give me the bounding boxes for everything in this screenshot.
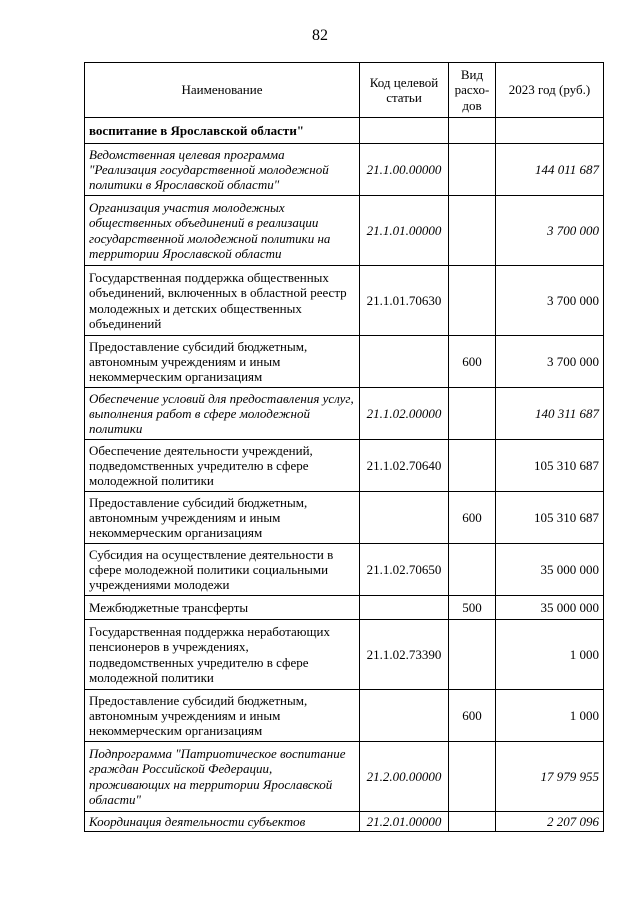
table-row xyxy=(85,388,604,440)
table-row xyxy=(85,196,604,266)
cell-kind: 600 xyxy=(449,492,496,544)
cell-code xyxy=(360,596,449,620)
cell-sum: 17 979 955 xyxy=(496,742,604,812)
cell-kind xyxy=(449,388,496,440)
cell-kind xyxy=(449,266,496,336)
budget-table xyxy=(84,62,604,832)
cell-code: 21.1.01.00000 xyxy=(360,196,449,266)
cell-name: Подпрограмма "Патриотическое воспитание граждан Российской Федерации, проживающих на территории Ярославской области" xyxy=(85,742,360,812)
cell-sum xyxy=(496,118,604,144)
cell-kind xyxy=(449,144,496,196)
table-row xyxy=(85,544,604,596)
header-code: Код целевой статьи xyxy=(360,63,449,118)
cell-sum: 35 000 000 xyxy=(496,596,604,620)
cell-name: Межбюджетные трансферты xyxy=(85,596,360,620)
cell-name: Организация участия молодежных общественных объединений в реализации государственной молодежной политики на территории Ярославской области xyxy=(85,196,360,266)
cell-kind xyxy=(449,620,496,690)
cell-code: 21.1.02.70650 xyxy=(360,544,449,596)
table-row xyxy=(85,144,604,196)
cell-sum: 1 000 xyxy=(496,620,604,690)
cell-code: 21.2.00.00000 xyxy=(360,742,449,812)
cell-sum: 105 310 687 xyxy=(496,440,604,492)
cell-code: 21.2.01.00000 xyxy=(360,812,449,832)
table-row xyxy=(85,118,604,144)
cell-name: Обеспечение условий для предоставления услуг, выполнения работ в сфере молодежной политики xyxy=(85,388,360,440)
cell-kind xyxy=(449,196,496,266)
cell-code xyxy=(360,492,449,544)
table-row xyxy=(85,336,604,388)
cell-name: Координация деятельности субъектов xyxy=(85,812,360,832)
cell-sum: 3 700 000 xyxy=(496,266,604,336)
cell-sum: 140 311 687 xyxy=(496,388,604,440)
cell-name: Государственная поддержка общественных объединений, включенных в областной реестр молодежных и детских общественных объединений xyxy=(85,266,360,336)
cell-kind: 500 xyxy=(449,596,496,620)
table-row xyxy=(85,742,604,812)
table-row xyxy=(85,620,604,690)
cell-name: Предоставление субсидий бюджетным, автономным учреждениям и иным некоммерческим организациям xyxy=(85,492,360,544)
cell-kind xyxy=(449,742,496,812)
cell-code xyxy=(360,118,449,144)
cell-name: Обеспечение деятельности учреждений, подведомственных учредителю в сфере молодежной политики xyxy=(85,440,360,492)
cell-kind: 600 xyxy=(449,690,496,742)
cell-sum: 35 000 000 xyxy=(496,544,604,596)
cell-sum: 105 310 687 xyxy=(496,492,604,544)
table-row xyxy=(85,690,604,742)
table-row xyxy=(85,812,604,832)
cell-name: Предоставление субсидий бюджетным, автономным учреждениям и иным некоммерческим организациям xyxy=(85,690,360,742)
cell-sum: 1 000 xyxy=(496,690,604,742)
header-kind: Вид расхо-дов xyxy=(449,63,496,118)
table-header-row xyxy=(85,63,604,118)
cell-code: 21.1.02.73390 xyxy=(360,620,449,690)
cell-kind xyxy=(449,118,496,144)
table-row xyxy=(85,266,604,336)
table-row xyxy=(85,440,604,492)
cell-sum: 3 700 000 xyxy=(496,336,604,388)
header-name: Наименование xyxy=(85,63,360,118)
header-sum: 2023 год (руб.) xyxy=(496,63,604,118)
cell-kind xyxy=(449,440,496,492)
page-number: 82 xyxy=(312,27,328,44)
cell-kind: 600 xyxy=(449,336,496,388)
table-row xyxy=(85,492,604,544)
cell-sum: 3 700 000 xyxy=(496,196,604,266)
cell-code xyxy=(360,690,449,742)
cell-code: 21.1.01.70630 xyxy=(360,266,449,336)
cell-name: Предоставление субсидий бюджетным, автономным учреждениям и иным некоммерческим организациям xyxy=(85,336,360,388)
cell-code: 21.1.02.00000 xyxy=(360,388,449,440)
table-body xyxy=(85,118,604,832)
cell-code: 21.1.02.70640 xyxy=(360,440,449,492)
cell-kind xyxy=(449,544,496,596)
cell-sum: 144 011 687 xyxy=(496,144,604,196)
cell-kind xyxy=(449,812,496,832)
cell-code: 21.1.00.00000 xyxy=(360,144,449,196)
cell-sum: 2 207 096 xyxy=(496,812,604,832)
cell-name: Субсидия на осуществление деятельности в сфере молодежной политики социальными учреждениями молодежи xyxy=(85,544,360,596)
cell-name: Ведомственная целевая программа "Реализация государственной молодежной политики в Ярославской области" xyxy=(85,144,360,196)
cell-name: Государственная поддержка неработающих пенсионеров в учреждениях, подведомственных учредителю в сфере молодежной политики xyxy=(85,620,360,690)
cell-name: воспитание в Ярославской области" xyxy=(85,118,360,144)
cell-code xyxy=(360,336,449,388)
table-row xyxy=(85,596,604,620)
